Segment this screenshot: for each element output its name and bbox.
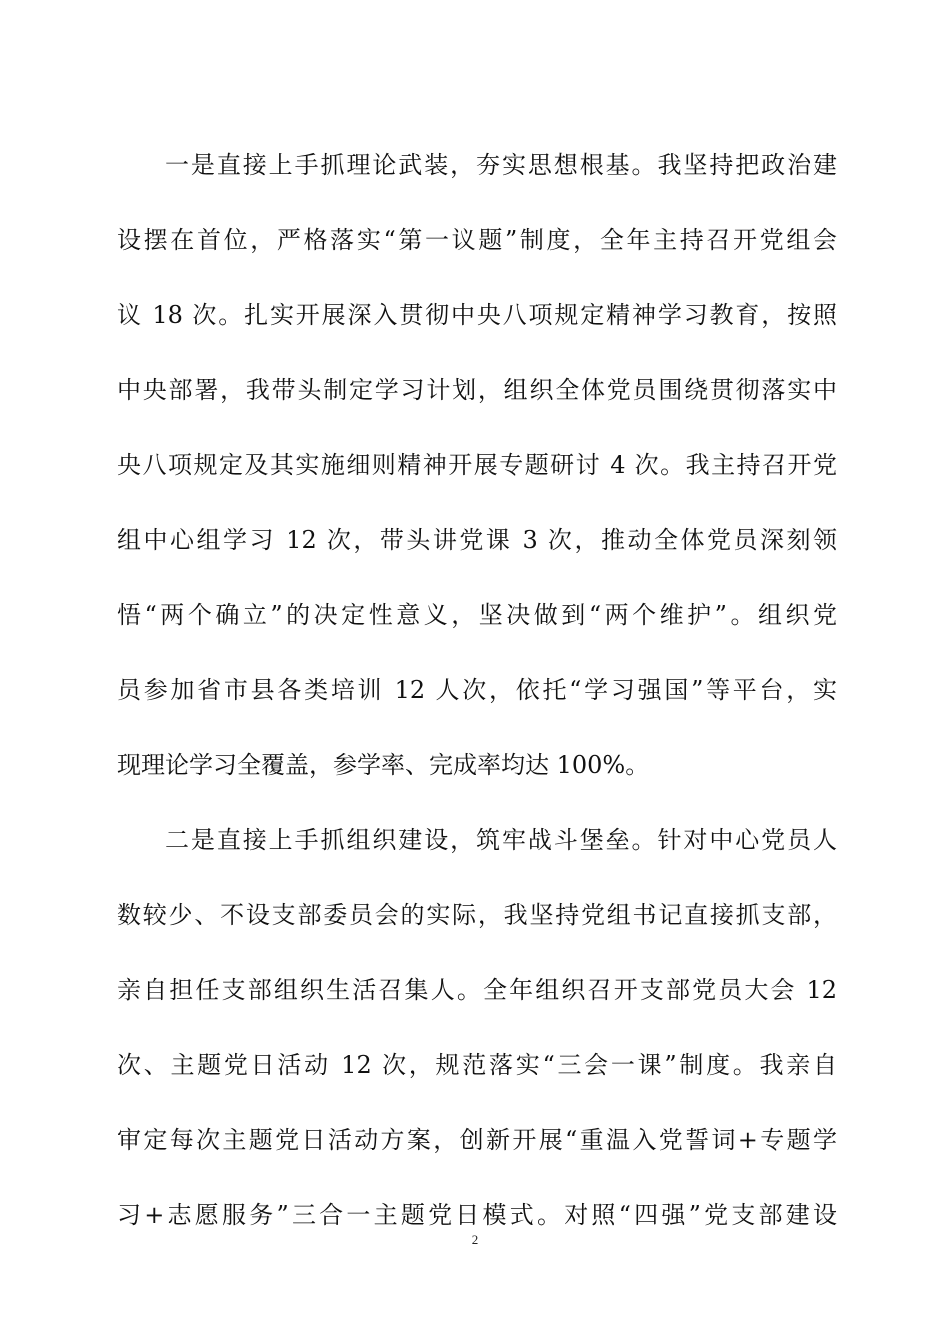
text-line: 悟“两个确立”的决定性意义，坚决做到“两个维护”。组织党	[117, 601, 837, 629]
text-line: 中央部署，我带头制定学习计划，组织全体党员围绕贯彻落实中	[117, 376, 837, 404]
text-line: 亲自担任支部组织生活召集人。全年组织召开支部党员大会 12	[117, 976, 837, 1004]
text-line: 习+志愿服务”三合一主题党日模式。对照“四强”党支部建设	[117, 1201, 837, 1229]
text-line: 组中心组学习 12 次，带头讲党课 3 次，推动全体党员深刻领	[117, 526, 837, 554]
text-line: 二是直接上手抓组织建设，筑牢战斗堡垒。针对中心党员人	[165, 826, 837, 854]
text-line: 审定每次主题党日活动方案，创新开展“重温入党誓词+专题学	[117, 1126, 837, 1154]
text-line: 员参加省市县各类培训 12 人次，依托“学习强国”等平台，实	[117, 676, 837, 704]
text-line: 数较少、不设支部委员会的实际，我坚持党组书记直接抓支部，	[117, 901, 837, 929]
text-line: 次、主题党日活动 12 次，规范落实“三会一课”制度。我亲自	[117, 1051, 837, 1079]
text-line: 设摆在首位，严格落实“第一议题”制度，全年主持召开党组会	[117, 226, 837, 254]
text-line: 议 18 次。扎实开展深入贯彻中央八项规定精神学习教育，按照	[117, 301, 837, 329]
text-line: 一是直接上手抓理论武装，夯实思想根基。我坚持把政治建	[165, 151, 837, 179]
text-line: 央八项规定及其实施细则精神开展专题研讨 4 次。我主持召开党	[117, 451, 837, 479]
text-line: 现理论学习全覆盖，参学率、完成率均达 100%。	[117, 751, 650, 779]
page-number: 2	[471, 1232, 479, 1247]
